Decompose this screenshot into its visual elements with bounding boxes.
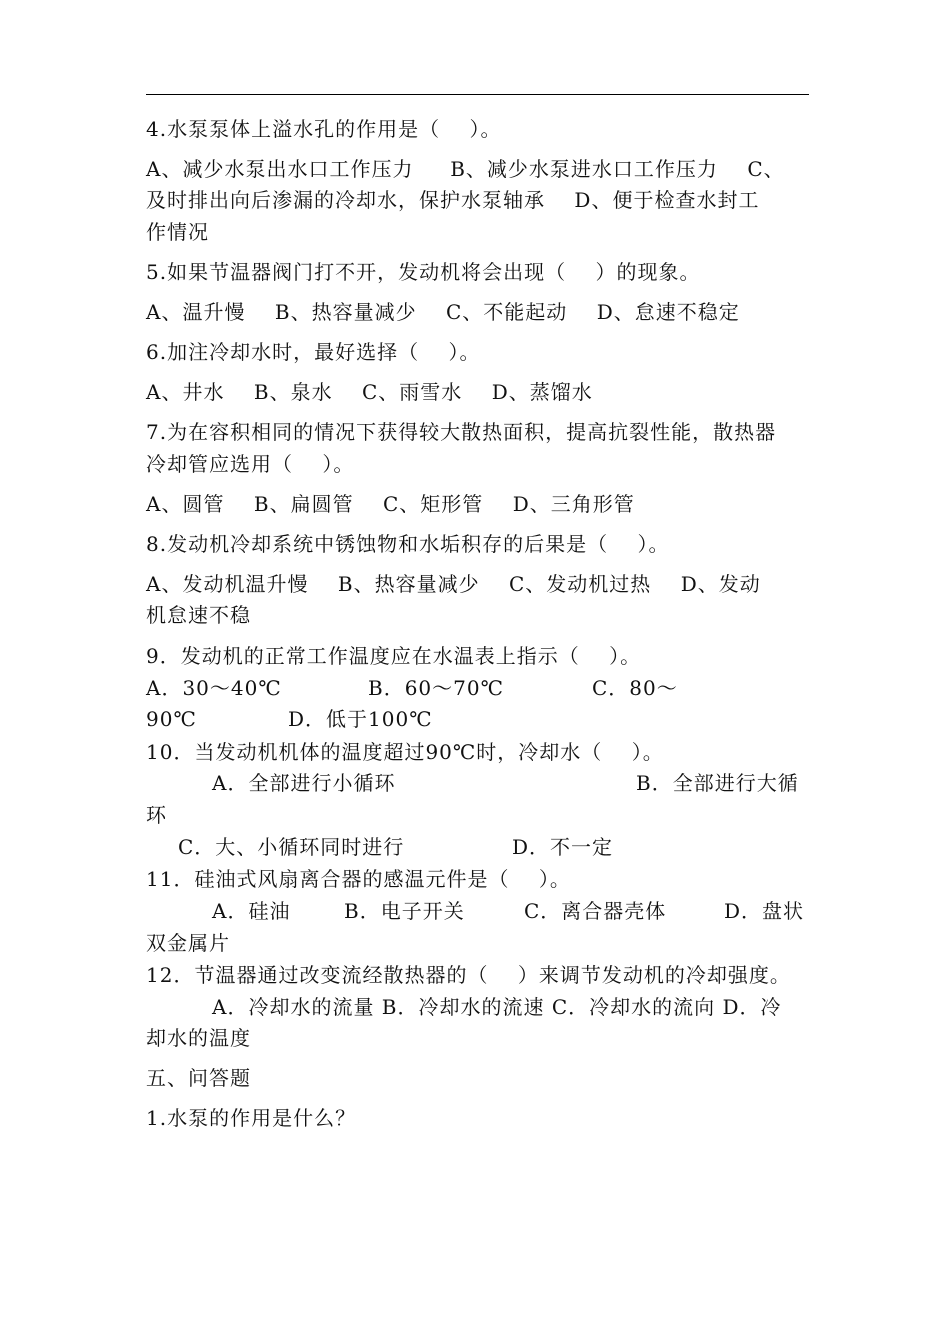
essay-question-1: 1.水泵的作用是什么？ <box>146 1106 357 1130</box>
question-12-options-line-2: 却水的温度 <box>146 1026 251 1050</box>
question-11-option-c: C．离合器壳体 <box>524 899 667 923</box>
question-9-option-b: B．60～70℃ <box>368 676 504 700</box>
question-9-option-c: C．80～ <box>592 676 678 700</box>
question-8-options-line-1: A、发动机温升慢 B、热容量减少 C、发动机过热 D、发动 <box>146 572 761 596</box>
question-11-option-d-cont: 双金属片 <box>146 931 230 955</box>
question-8-options-line-2: 机怠速不稳 <box>146 603 251 627</box>
question-7-line-1: 7.为在容积相同的情况下获得较大散热面积，提高抗裂性能，散热器 <box>146 420 777 444</box>
question-9-option-d: D．低于100℃ <box>288 707 433 731</box>
question-10-option-d: D．不一定 <box>512 835 614 859</box>
question-9-option-a: A．30～40℃ <box>146 676 282 700</box>
question-5: 5.如果节温器阀门打不开，发动机将会出现（ ）的现象。 <box>146 260 701 284</box>
question-9: 9．发动机的正常工作温度应在水温表上指示（ ）。 <box>146 644 642 668</box>
section-heading-5: 五、问答题 <box>146 1066 251 1090</box>
question-11: 11．硅油式风扇离合器的感温元件是（ ）。 <box>146 867 571 891</box>
question-5-options: A、温升慢 B、热容量减少 C、不能起动 D、怠速不稳定 <box>146 300 740 324</box>
header-rule <box>146 94 809 95</box>
question-6-options: A、井水 B、泉水 C、雨雪水 D、蒸馏水 <box>146 380 593 404</box>
question-8: 8.发动机冷却系统中锈蚀物和水垢积存的后果是（ ）。 <box>146 532 670 556</box>
question-10-option-b: B．全部进行大循 <box>636 771 799 795</box>
question-7-line-2: 冷却管应选用（ ）。 <box>146 452 355 476</box>
question-4-options-line-2: 及时排出向后渗漏的冷却水，保护水泵轴承 D、便于检查水封工 <box>146 188 760 212</box>
question-10-option-b-cont: 环 <box>146 803 167 827</box>
question-12-options-line-1: A．冷却水的流量 B．冷却水的流速 C．冷却水的流向 D．冷 <box>212 995 782 1019</box>
question-4-options-line-3: 作情况 <box>146 220 209 244</box>
question-10: 10．当发动机机体的温度超过90℃时，冷却水（ ）。 <box>146 740 664 764</box>
question-11-option-a: A．硅油 <box>212 899 291 923</box>
question-4-options-line-1: A、减少水泵出水口工作压力 B、减少水泵进水口工作压力 C、 <box>146 157 785 181</box>
question-11-option-b: B．电子开关 <box>344 899 465 923</box>
question-4: 4.水泵泵体上溢水孔的作用是（ ）。 <box>146 117 502 141</box>
question-12: 12．节温器通过改变流经散热器的（ ）来调节发动机的冷却强度。 <box>146 963 791 987</box>
question-7-options: A、圆管 B、扁圆管 C、矩形管 D、三角形管 <box>146 492 635 516</box>
question-10-option-c: C．大、小循环同时进行 <box>178 835 405 859</box>
question-11-option-d: D．盘状 <box>724 899 805 923</box>
question-6: 6.加注冷却水时，最好选择（ ）。 <box>146 340 481 364</box>
question-10-option-a: A．全部进行小循环 <box>212 771 396 795</box>
question-9-option-c-cont: 90℃ <box>146 707 197 731</box>
